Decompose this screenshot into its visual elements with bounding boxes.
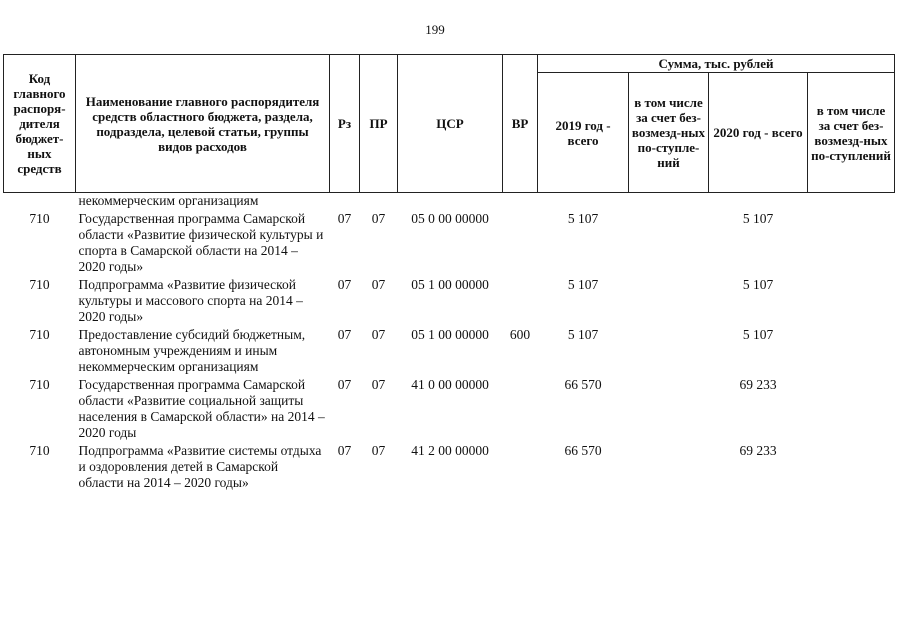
row-2019-total: 5 107 bbox=[567, 277, 599, 292]
header-2019-total: 2019 год - всего bbox=[538, 73, 629, 193]
row-csr: 41 0 00 00000 bbox=[411, 377, 489, 392]
table-row bbox=[4, 211, 895, 277]
row-csr: 05 1 00 00000 bbox=[411, 277, 489, 292]
row-2020-total: 5 107 bbox=[742, 211, 774, 226]
row-rz: 07 bbox=[337, 277, 352, 292]
row-name: Подпрограмма «Развитие физической культуры и массового спорта на 2014 – 2020 годы» bbox=[78, 277, 303, 324]
row-2020-total: 5 107 bbox=[742, 327, 774, 342]
table-row bbox=[4, 277, 895, 327]
row-rz: 07 bbox=[337, 443, 352, 458]
header-vr: ВР bbox=[503, 55, 538, 193]
row-code: 710 bbox=[29, 327, 50, 342]
row-2019-gratuitous bbox=[629, 277, 709, 327]
row-rz: 07 bbox=[337, 211, 352, 226]
header-csr: ЦСР bbox=[398, 55, 503, 193]
page-number: 199 bbox=[425, 22, 445, 37]
row-vr: 600 bbox=[509, 327, 531, 342]
header-sum-group: Сумма, тыс. рублей bbox=[538, 55, 895, 73]
row-csr: 05 1 00 00000 bbox=[411, 327, 489, 342]
continuation-row bbox=[4, 193, 895, 212]
row-2019-total: 66 570 bbox=[564, 377, 602, 392]
row-pr: 07 bbox=[371, 377, 386, 392]
header-name: Наименование главного распорядителя средств областного бюджета, раздела, подраздела, целевой статьи, группы видов расходов bbox=[76, 55, 330, 193]
row-2020-total: 69 233 bbox=[739, 377, 777, 392]
row-pr: 07 bbox=[371, 443, 386, 458]
row-2020-gratuitous bbox=[808, 211, 895, 277]
row-2020-gratuitous bbox=[808, 277, 895, 327]
row-2019-total: 5 107 bbox=[567, 327, 599, 342]
row-name: Предоставление субсидий бюджетным, автономным учреждениям и иным некоммерческим организациям bbox=[78, 327, 306, 374]
header-2020-gratuitous: в том числе за счет без-возмезд-ных по-ступлений bbox=[808, 73, 895, 193]
header-pr: ПР bbox=[360, 55, 398, 193]
row-code: 710 bbox=[29, 277, 50, 292]
row-code: 710 bbox=[29, 211, 50, 226]
row-2019-total: 5 107 bbox=[567, 211, 599, 226]
row-code: 710 bbox=[29, 443, 50, 458]
row-2020-gratuitous bbox=[808, 327, 895, 377]
row-pr: 07 bbox=[371, 211, 386, 226]
row-vr bbox=[503, 277, 538, 327]
row-2020-gratuitous bbox=[808, 377, 895, 443]
row-2019-gratuitous bbox=[629, 327, 709, 377]
row-pr: 07 bbox=[371, 277, 386, 292]
row-vr bbox=[503, 377, 538, 443]
continuation-text: некоммерческим организациям bbox=[78, 193, 259, 208]
row-name: Государственная программа Самарской области «Развитие физической культуры и спорта в Самарской области на 2014 – 2020 годы» bbox=[78, 211, 324, 274]
row-csr: 41 2 00 00000 bbox=[411, 443, 489, 458]
row-2020-total: 69 233 bbox=[739, 443, 777, 458]
row-2020-gratuitous bbox=[808, 443, 895, 493]
row-csr: 05 0 00 00000 bbox=[411, 211, 489, 226]
header-2019-gratuitous: в том числе за счет без-возмезд-ных по-ступле-ний bbox=[629, 73, 709, 193]
table-row bbox=[4, 443, 895, 493]
table-header bbox=[4, 55, 895, 193]
row-vr bbox=[503, 443, 538, 493]
row-rz: 07 bbox=[337, 327, 352, 342]
header-2020-total: 2020 год - всего bbox=[709, 73, 808, 193]
row-2019-gratuitous bbox=[629, 211, 709, 277]
row-2019-gratuitous bbox=[629, 377, 709, 443]
row-name: Подпрограмма «Развитие системы отдыха и оздоровления детей в Самарской области на 2014 – 2020 годы» bbox=[78, 443, 322, 490]
row-name: Государственная программа Самарской области «Развитие социальной защиты населения в Самарской области» на 2014 – 2020 годы bbox=[78, 377, 325, 440]
budget-table bbox=[3, 54, 895, 493]
row-2020-total: 5 107 bbox=[742, 277, 774, 292]
table-body bbox=[4, 193, 895, 494]
header-code: Код главного распоря-дителя бюджет-ных средств bbox=[4, 55, 76, 193]
table-row bbox=[4, 377, 895, 443]
row-code: 710 bbox=[29, 377, 50, 392]
row-pr: 07 bbox=[371, 327, 386, 342]
row-rz: 07 bbox=[337, 377, 352, 392]
header-rz: Рз bbox=[330, 55, 360, 193]
row-2019-total: 66 570 bbox=[564, 443, 602, 458]
table-row bbox=[4, 327, 895, 377]
row-vr bbox=[503, 211, 538, 277]
row-2019-gratuitous bbox=[629, 443, 709, 493]
